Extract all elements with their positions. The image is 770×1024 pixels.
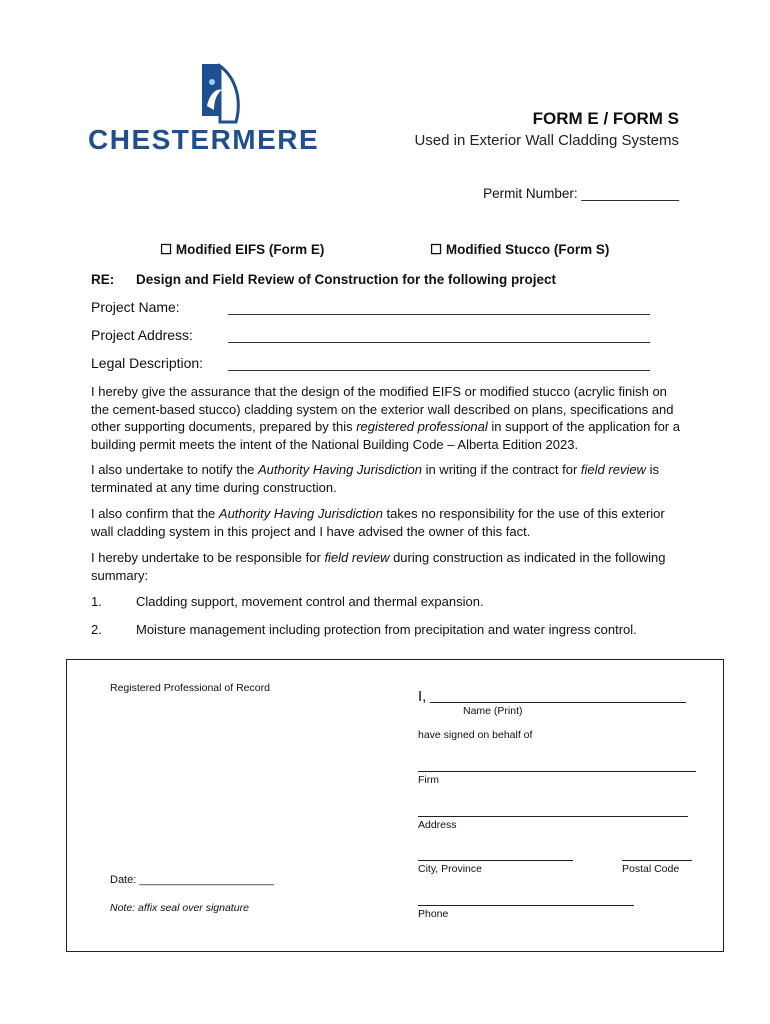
confirm-paragraph: I also confirm that the Authority Having Jurisdiction takes no responsibility for the use of this exterior wall cladding system in this project and I have advised the owner of this fact. <box>91 506 665 539</box>
postal-code-label: Postal Code <box>622 863 680 875</box>
postal-code-field[interactable] <box>622 860 692 861</box>
city-province-field[interactable] <box>418 860 573 861</box>
name-print-field[interactable] <box>430 702 686 703</box>
project-address-field[interactable] <box>228 342 650 343</box>
list-item-number: 2. <box>91 622 102 637</box>
firm-label: Firm <box>418 774 439 786</box>
address-field[interactable] <box>418 816 688 817</box>
project-address-label: Project Address: <box>91 327 193 343</box>
name-print-label: Name (Print) <box>463 705 523 717</box>
legal-description-field[interactable] <box>228 370 650 371</box>
notify-paragraph: I also undertake to notify the Authority Having Jurisdiction in writing if the contract for field review is terminated at any time during construction. <box>91 462 659 495</box>
phone-field[interactable] <box>418 905 634 906</box>
i-label: I, <box>418 688 427 705</box>
list-item-number: 1. <box>91 594 102 609</box>
city-province-label: City, Province <box>418 863 482 875</box>
address-label: Address <box>418 819 457 831</box>
list-item: Cladding support, movement control and thermal expansion. <box>136 594 484 609</box>
date-field[interactable]: Date: ______________________ <box>110 874 274 886</box>
list-item: Moisture management including protection from precipitation and water ingress control. <box>136 622 637 637</box>
seal-note: Note: affix seal over signature <box>110 902 249 914</box>
form-title: FORM E / FORM S <box>532 109 679 128</box>
legal-description-label: Legal Description: <box>91 355 204 371</box>
phone-label: Phone <box>418 908 449 920</box>
project-name-field[interactable] <box>228 314 650 315</box>
form-s-checkbox[interactable]: ☐ Modified Stucco (Form S) <box>430 242 610 257</box>
logo-emblem-icon <box>198 62 244 124</box>
permit-number[interactable]: Permit Number: _____________ <box>483 186 679 201</box>
re-label: RE: <box>91 272 115 287</box>
undertake-paragraph: I hereby undertake to be responsible for field review during construction as indicated in the following summary: <box>91 550 666 583</box>
form-e-checkbox[interactable]: ☐ Modified EIFS (Form E) <box>160 242 325 257</box>
rpr-label: Registered Professional of Record <box>110 682 270 694</box>
logo-wordmark: CHESTERMERE <box>88 124 320 155</box>
chestermere-logo <box>88 62 353 155</box>
project-name-label: Project Name: <box>91 299 180 315</box>
form-subtitle: Used in Exterior Wall Cladding Systems <box>414 132 679 149</box>
assurance-paragraph: I hereby give the assurance that the design of the modified EIFS or modified stucco (acrylic finish on the cement-based stucco) cladding system on the exterior wall described on plans, specifications and other supporting documents, prepared by this registered professional in support of the application for a building permit meets the intent of the National Building Code – Alberta Edition 2023. <box>91 384 680 452</box>
re-text: Design and Field Review of Construction for the following project <box>136 272 557 287</box>
signed-behalf-label: have signed on behalf of <box>418 729 533 741</box>
firm-field[interactable] <box>418 771 696 772</box>
